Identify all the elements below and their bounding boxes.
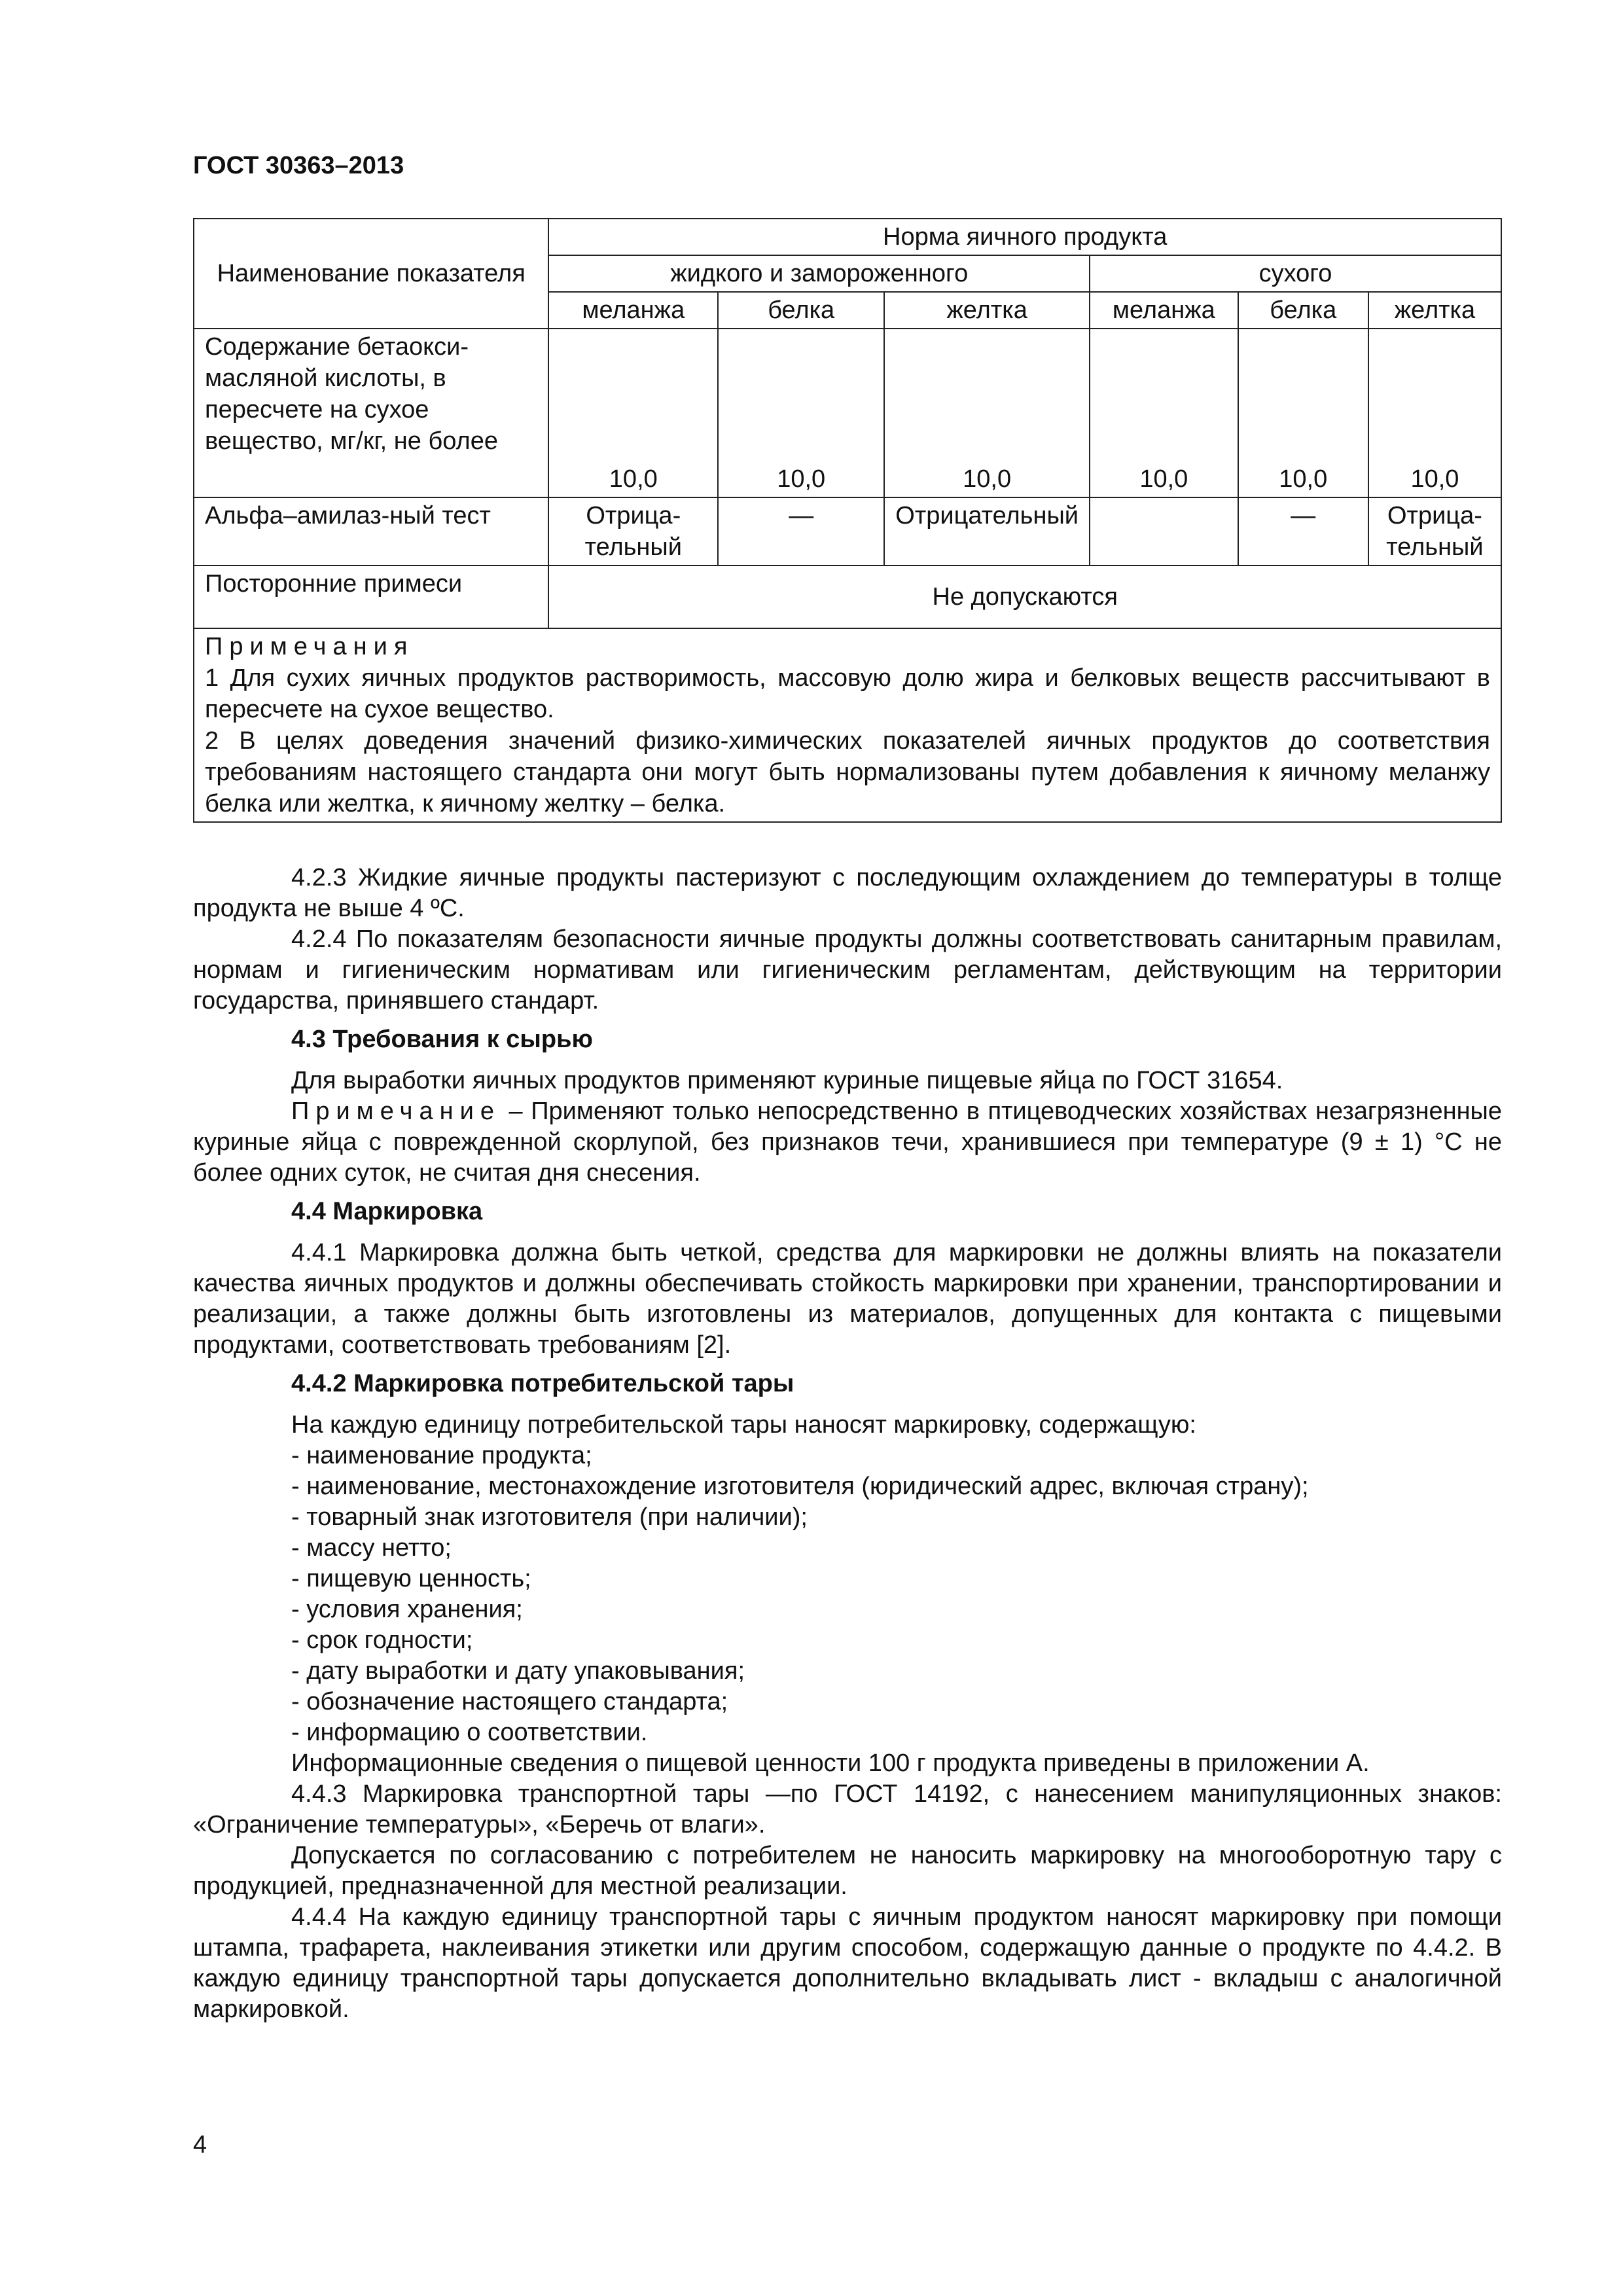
table-cell-value: 10,0	[718, 329, 884, 497]
list-item: - товарный знак изготовителя (при наличии);	[291, 1503, 808, 1531]
list-item: - наименование продукта;	[291, 1442, 592, 1469]
page-number: 4	[193, 2131, 207, 2159]
document-body	[193, 863, 1502, 2025]
note-2: 2 В целях доведения значений физико-химических показателей яичных продуктов до соответствия требованиям настоящего стандарта они могут быть нормализованы путем добавления к яичному меланжу белка или желтка, к яичному желтку – белка.	[205, 727, 1490, 817]
table-cell-value: —	[718, 497, 884, 565]
list-item: - дату выработки и дату упаковывания;	[291, 1657, 745, 1685]
table-cell-value	[1090, 497, 1238, 565]
list-item: - пищевую ценность;	[291, 1565, 531, 1592]
paragraph-4-4-3: 4.4.3 Маркировка транспортной тары —по ГОСТ 14192, с нанесением манипуляционных знаков: «Ограничение температуры», «Беречь от влаги».	[193, 1780, 1502, 1839]
group-header-dry: сухого	[1090, 255, 1501, 292]
table-cell-value: Не допускаются	[548, 565, 1501, 628]
table-cell-value: 10,0	[548, 329, 718, 497]
note-label: Примечание	[291, 1098, 501, 1125]
table-cell-value: 10,0	[884, 329, 1090, 497]
sub-header: белка	[718, 292, 884, 329]
paragraph-4-3-a: Для выработки яичных продуктов применяют куриные пищевые яйца по ГОСТ 31654.	[291, 1067, 1283, 1094]
paragraph-4-4-1: 4.4.1 Маркировка должна быть четкой, средства для маркировки не должны влиять на показатели качества яичных продуктов и должны обеспечивать стойкость маркировки при хранении, транспортировании и реализации, а также должны быть изготовлены из материалов, допущенных для контакта с пищевыми продуктами, соответствовать требованиям [2].	[193, 1239, 1502, 1359]
row-name-betahydroxybutyric: Содержание бетаокси-масляной кислоты, в пересчете на сухое вещество, мг/кг, не более	[194, 329, 548, 497]
paragraph-4-2-3: 4.2.3 Жидкие яичные продукты пастеризуют с последующим охлаждением до температуры в толще продукта не выше 4 ºС.	[193, 864, 1502, 922]
list-item: - массу нетто;	[291, 1534, 452, 1562]
table-cell-value: 10,0	[1238, 329, 1368, 497]
table-cell-value: 10,0	[1090, 329, 1238, 497]
row-name-amylase: Альфа–амилаз-ный тест	[194, 497, 548, 565]
list-item: - обозначение настоящего стандарта;	[291, 1688, 728, 1715]
table-cell-value: —	[1238, 497, 1368, 565]
heading-4-3: 4.3 Требования к сырью	[291, 1026, 593, 1053]
paragraph-4-3-note	[193, 1096, 1502, 1189]
table-cell-value: Отрица-тельный	[1368, 497, 1501, 565]
notes-title: Примечания	[205, 633, 414, 660]
paragraph-4-2-4: 4.2.4 По показателям безопасности яичные продукты должны соответствовать санитарным правилам, нормам и гигиеническим нормативам или гигиеническим регламентам, действующим на территории государства, принявшего стандарт.	[193, 925, 1502, 1014]
sub-header: белка	[1238, 292, 1368, 329]
paragraph-info: Информационные сведения о пищевой ценности 100 г продукта приведены в приложении А.	[291, 1749, 1370, 1777]
specification-table	[193, 218, 1502, 823]
paragraph-4-4-2-intro: На каждую единицу потребительской тары наносят маркировку, содержащую:	[291, 1411, 1196, 1439]
group-header-liquid: жидкого и замороженного	[548, 255, 1090, 292]
sub-header: меланжа	[548, 292, 718, 329]
sub-header: меланжа	[1090, 292, 1238, 329]
paragraph-4-4-4: 4.4.4 На каждую единицу транспортной тары с яичным продуктом наносят маркировку при помощи штампа, трафарета, наклеивания этикетки или другим способом, содержащую данные о продукте по 4.4.2. В каждую единицу транспортной тары допускается дополнительно вкладывать лист - вкладыш с аналогичной маркировкой.	[193, 1903, 1502, 2023]
table-cell-value: Отрицательный	[884, 497, 1090, 565]
note-text: – Применяют только непосредственно в птицеводческих хозяйствах незагрязненные куриные яйца с поврежденной скорлупой, без признаков течи, хранившиеся при температуре (9 ± 1) °С не более одних суток, не считая дня снесения.	[193, 1098, 1502, 1187]
list-item: - информацию о соответствии.	[291, 1719, 648, 1746]
heading-4-4: 4.4 Маркировка	[291, 1198, 483, 1225]
list-item: - срок годности;	[291, 1626, 473, 1654]
sub-header: желтка	[884, 292, 1090, 329]
list-item: - наименование, местонахождение изготовителя (юридический адрес, включая страну);	[291, 1473, 1309, 1500]
row-name-impurities: Посторонние примеси	[194, 565, 548, 628]
table-notes	[194, 628, 1501, 822]
table-cell-value: Отрица-тельный	[548, 497, 718, 565]
list-item: - условия хранения;	[291, 1596, 523, 1623]
sub-header: желтка	[1368, 292, 1501, 329]
table-cell-value: 10,0	[1368, 329, 1501, 497]
note-1: 1 Для сухих яичных продуктов растворимость, массовую долю жира и белковых веществ рассчитывают в пересчете на сухое вещество.	[205, 664, 1490, 723]
paragraph-4-4-3-b: Допускается по согласованию с потребителем не наносить маркировку на многооборотную тару с продукцией, предназначенной для местной реализации.	[193, 1842, 1502, 1900]
document-header: ГОСТ 30363–2013	[193, 152, 404, 179]
column-header-norm: Норма яичного продукта	[548, 219, 1501, 255]
column-header-name: Наименование показателя	[194, 219, 548, 329]
heading-4-4-2: 4.4.2 Маркировка потребительской тары	[291, 1370, 794, 1397]
